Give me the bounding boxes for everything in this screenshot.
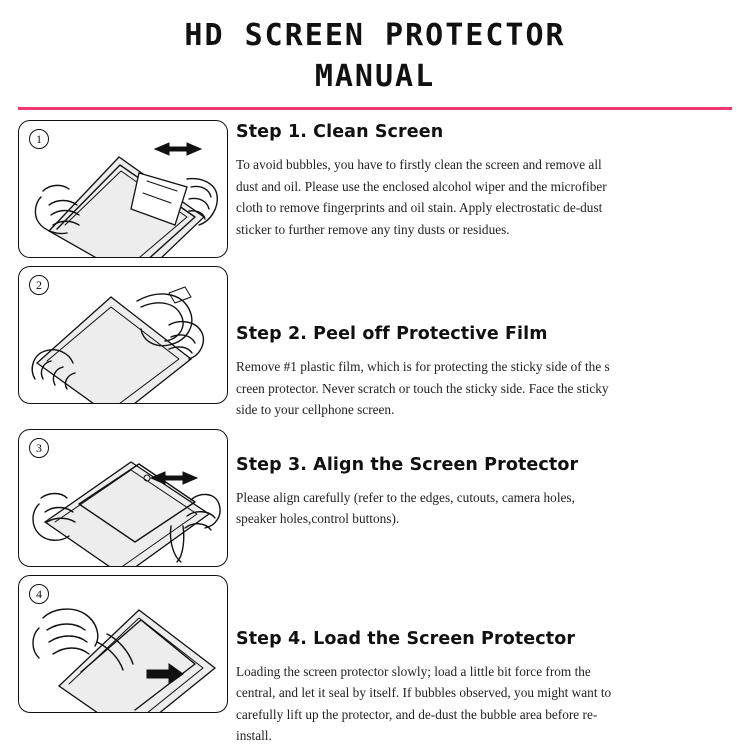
step-title: Step 3. Align the Screen Protector <box>236 454 579 475</box>
step-number-badge: 3 <box>29 438 49 458</box>
step-body <box>236 120 732 240</box>
illustration-load-protector <box>18 575 228 713</box>
step-number-badge: 1 <box>29 129 49 149</box>
step-text: Loading the screen protector slowly; load a little bit force from the central, and let it seal by itself. If bubbles observed, you might want to carefully lift up the protector, and de-dust the bubble area before re-install. <box>236 663 612 744</box>
step-number-badge: 4 <box>29 584 49 604</box>
step-item <box>18 575 732 747</box>
page-title-line2: MANUAL <box>314 58 436 94</box>
steps-list <box>0 110 750 747</box>
step-title: Step 2. Peel off Protective Film <box>236 324 548 344</box>
step-item <box>18 266 732 421</box>
illustration-clean-screen <box>18 120 228 258</box>
step-illustration-wrap <box>18 575 236 713</box>
step-illustration-wrap <box>18 429 236 567</box>
step-body <box>236 266 732 421</box>
step-text: To avoid bubbles, you have to firstly clean the screen and remove all dust and oil. Please use the enclosed alcohol wiper and the microfiber cloth to remove fingerprints and oil stain. Apply electrostatic de-dust sticker to further remove any tiny dusts or residues. <box>236 157 607 237</box>
step-item <box>18 120 732 258</box>
step-body <box>236 429 732 530</box>
page-title-line1: HD SCREEN PROTECTOR <box>184 18 566 53</box>
step-title: Step 4. Load the Screen Protector <box>236 628 576 649</box>
step-text: Remove #1 plastic film, which is for protecting the sticky side of the s creen protector. Never scratch or touch the sticky side. Face the sticky side to your cellphone screen. <box>236 359 610 418</box>
peel-film-drawing <box>19 267 227 403</box>
step-text: Please align carefully (refer to the edges, cutouts, camera holes, speaker holes,control buttons). <box>236 489 575 527</box>
step-item <box>18 429 732 567</box>
clean-screen-drawing <box>19 121 227 257</box>
step-number-badge: 2 <box>29 275 49 295</box>
page-header <box>0 0 750 110</box>
load-protector-drawing <box>19 576 227 712</box>
step-body <box>236 575 732 747</box>
illustration-align-protector <box>18 429 228 567</box>
illustration-peel-film <box>18 266 228 404</box>
step-title: Step 1. Clean Screen <box>236 122 444 142</box>
step-illustration-wrap <box>18 120 236 258</box>
step-illustration-wrap <box>18 266 236 404</box>
align-protector-drawing <box>19 430 227 566</box>
